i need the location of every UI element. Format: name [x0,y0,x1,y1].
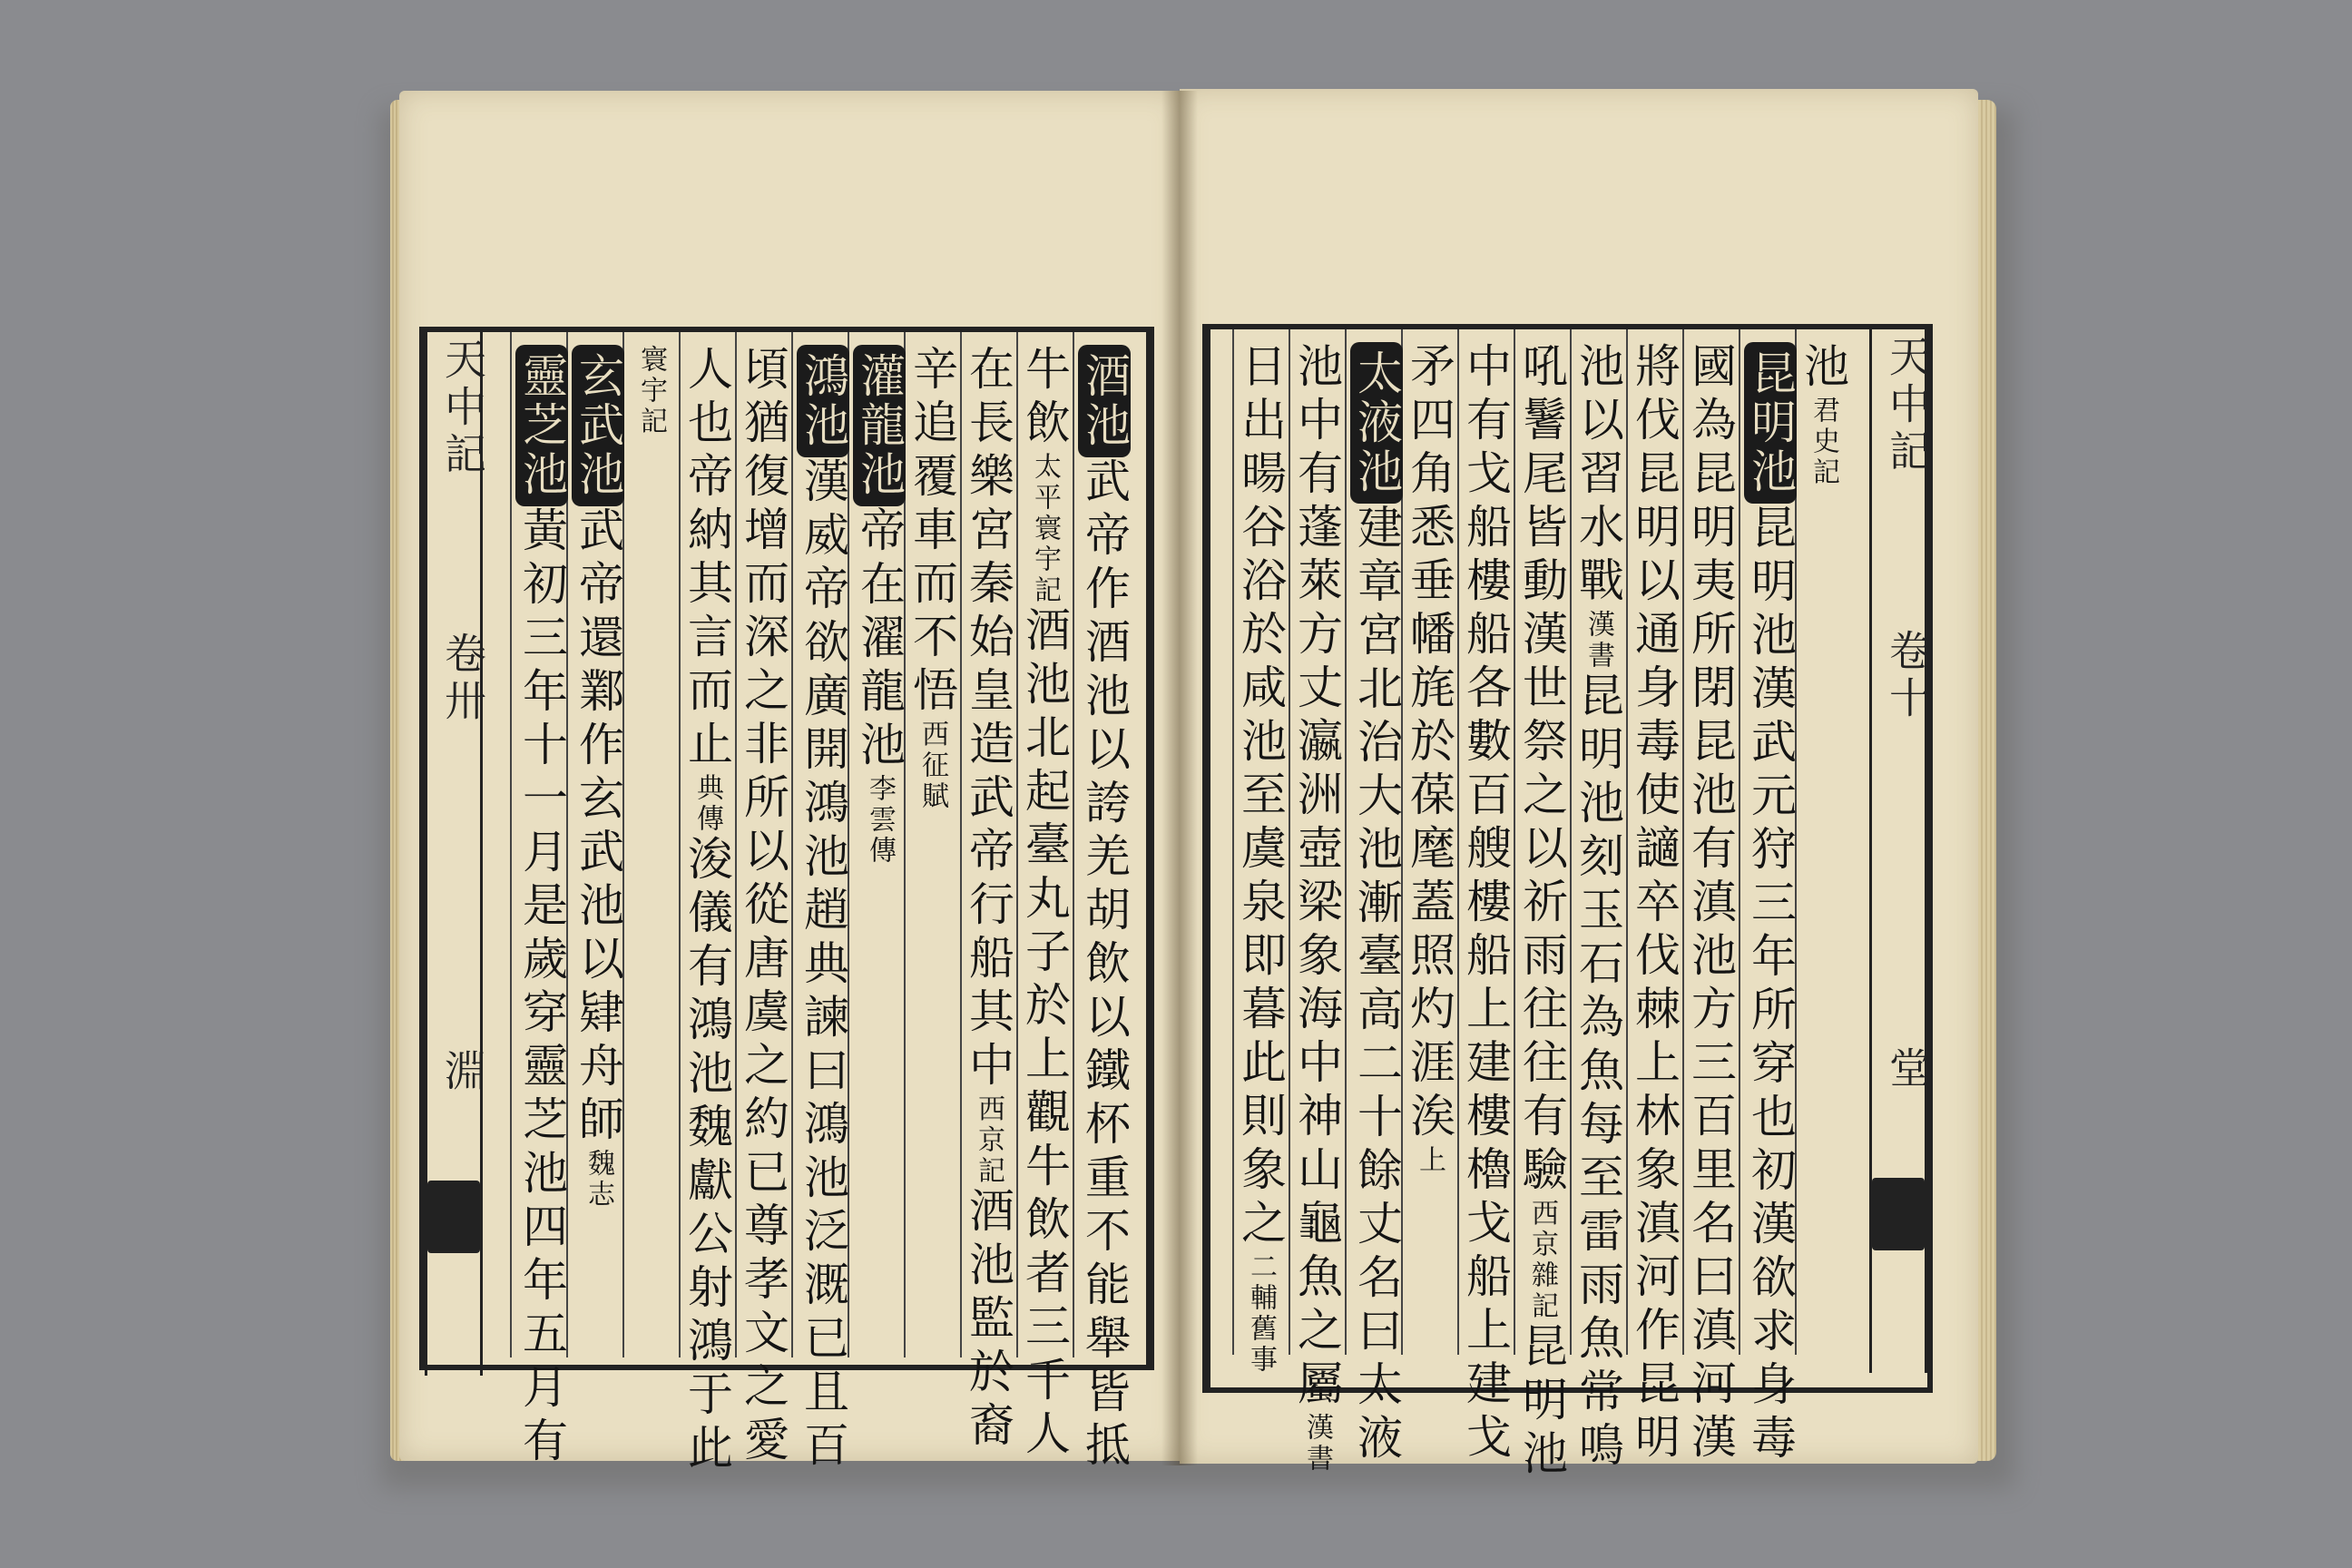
column-rule [1016,332,1018,1357]
column-rule [1345,329,1347,1355]
source-note: 漢書 [1301,1413,1333,1475]
right-column-9 [1350,342,1403,1467]
column-rule [1570,329,1572,1355]
column-text: 日出暘谷浴於咸池至虞泉即暮此則象之 [1234,342,1287,1252]
source-note: 西京雜記 [1526,1199,1558,1322]
source-note: 魏志 [583,1149,614,1210]
right-column-7 [1459,342,1512,1466]
entry-heading: 靈芝池 [515,345,568,506]
column-text: 漢威帝欲廣開鴻池趙典諫曰鴻池泛溉已且百 [797,457,849,1475]
right-fold-title: 天中記 [1883,335,1932,476]
right-column-4 [1628,342,1681,1466]
right-column-2 [1744,342,1797,1467]
source-note: 漢書 [1583,610,1614,671]
column-rule [1626,329,1628,1355]
left-column-5 [853,345,906,867]
right-column-3 [1684,342,1737,1466]
column-text: 國為昆明夷所閉昆池有滇池方三百里名曰滇河漢 [1684,342,1737,1466]
column-rule [1073,332,1074,1357]
column-text: 昆明池漢武元狩三年所穿也初漢欲求身毒 [1744,504,1797,1467]
right-column-1 [1797,342,1849,488]
column-text-continued: 酒池北起臺丸子於上觀牛飲者三千人 [1018,606,1071,1463]
left-fold-mark: 淵 [438,1049,487,1096]
left-column-9 [628,345,673,437]
right-text-frame [1202,324,1933,1483]
column-text-continued: 酒池監於裔 [962,1187,1014,1455]
column-text: 中有戈船樓船各數百艘樓船上建樓櫓戈船上建戈 [1459,342,1512,1466]
column-text: 辛追覆車而不悟 [906,345,958,720]
column-text: 矛四角悉垂幡旄於葆麾蓋照灼涯涘 [1403,342,1455,1145]
column-rule [1457,329,1459,1355]
left-column-4 [906,345,958,812]
left-text-frame [419,327,1154,1477]
column-rule [960,332,962,1357]
column-text: 武帝還鄴作玄武池以肄舟師 [572,506,624,1149]
column-text: 帝在濯龍池 [853,506,906,774]
column-text: 黃初三年十一月是歲穿靈芝池四年五月有 [515,506,568,1470]
column-text: 建章宮北治大池漸臺高二十餘丈名曰太液 [1350,504,1403,1467]
column-text: 武帝作酒池以誇羌胡飲以鐵杯重不能舉皆抵 [1078,457,1131,1475]
left-fold-strip [425,332,487,1376]
right-column-10 [1290,342,1343,1475]
right-column-5 [1572,342,1624,1475]
entry-heading: 昆明池 [1744,342,1797,504]
source-note: 典傳 [691,773,723,835]
left-column-10 [572,345,624,1210]
right-fold-volume: 卷十 [1883,629,1932,723]
column-rule [1232,329,1234,1355]
column-rule [679,332,681,1357]
column-text: 牛飲 [1018,345,1071,452]
left-column-7 [737,345,789,1469]
source-note: 上 [1414,1145,1446,1176]
column-text-continued: 昆明池刻玉石為魚每至雷雨魚常鳴 [1572,671,1624,1475]
right-column-11 [1234,342,1287,1376]
source-note: 西征賦 [916,720,948,812]
source-note: 太平寰宇記 [1029,452,1061,606]
source-note: 二輔舊事 [1245,1252,1277,1376]
entry-heading: 鴻池 [797,345,849,457]
book-gutter [1161,91,1198,1465]
column-rule [735,332,737,1357]
entry-heading: 酒池 [1078,345,1131,457]
left-column-8 [681,345,733,1477]
source-note: 李雲傳 [864,774,896,867]
left-column-1 [1078,345,1131,1475]
right-column-8 [1403,342,1455,1176]
column-text: 在長樂宮秦始皇造武帝行船其中 [962,345,1014,1094]
left-column-11 [515,345,568,1470]
column-text-continued: 昆明池 [1515,1322,1568,1483]
column-rule [1514,329,1515,1355]
entry-heading: 玄武池 [572,345,624,506]
fish-tail-mark [1872,1178,1925,1250]
entry-heading: 太液池 [1350,342,1403,504]
source-note: 君史記 [1808,396,1839,488]
fish-tail-mark [427,1181,480,1253]
column-text: 池中有蓬萊方丈瀛洲壺梁象海中神山龜魚之屬 [1290,342,1343,1413]
column-rule [1682,329,1684,1355]
source-note: 西京記 [973,1094,1004,1187]
right-column-6 [1515,342,1568,1483]
left-fold-volume: 卷卅 [438,632,487,726]
source-note: 寰宇記 [635,345,667,437]
column-rule [791,332,793,1357]
column-text: 人也帝納其言而止 [681,345,733,773]
column-text: 池 [1797,342,1849,396]
right-fold-mark: 堂 [1883,1046,1932,1093]
entry-heading: 灌龍池 [853,345,906,506]
right-fold-strip [1869,329,1932,1373]
column-text-continued: 浚儀有鴻池魏獻公射鴻于此 [681,835,733,1477]
left-column-3 [962,345,1014,1455]
left-column-2 [1018,345,1071,1463]
column-text: 將伐昆明以通身毒使讁卒伐棘上林象滇河作昆明 [1628,342,1681,1466]
column-text: 池以習水戰 [1572,342,1624,610]
column-text: 頃猶復增而深之非所以從唐虞之約已尊孝文之愛 [737,345,789,1469]
column-rule [510,332,512,1357]
left-fold-title: 天中記 [438,338,487,479]
column-rule [1739,329,1740,1355]
column-rule [1289,329,1290,1355]
left-column-6 [797,345,849,1475]
column-text: 吼鬐尾皆動漢世祭之以祈雨往往有驗 [1515,342,1568,1199]
